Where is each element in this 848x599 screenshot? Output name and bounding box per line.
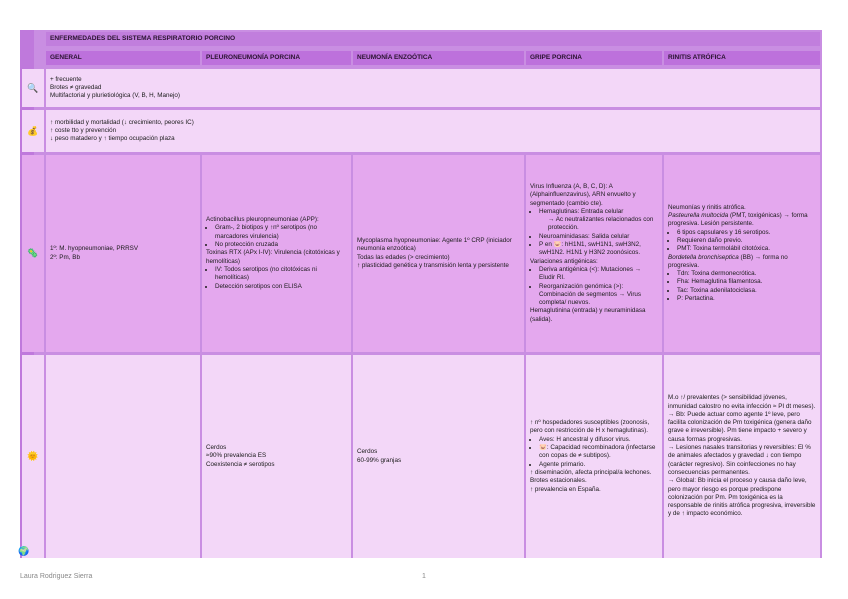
- row4-general: [46, 355, 200, 558]
- list-item: • Requieren daño previo.: [677, 237, 816, 245]
- row3-rinitis-atrofica: [664, 155, 820, 352]
- list-item: • Reorganización genómica (>): Combinación de segmentos → Virus completa/ nuevos.: [539, 283, 658, 308]
- gripe-epi-line: Brotes estacionales.: [530, 477, 587, 485]
- rinitis-intro: Neumonías y rinitis atrófica.: [668, 203, 746, 211]
- list-item: • Agente primario.: [539, 461, 658, 469]
- gripe-bullet: Hemaglutinas: Entrada celular: [539, 207, 624, 215]
- enzootica-epi-line: Cerdos: [357, 448, 378, 456]
- rinitis-list-2: [668, 270, 816, 303]
- list-item: • Aves: H ancestral y difusor virus.: [539, 436, 658, 444]
- respiratory-disease-table: [20, 30, 822, 558]
- list-item: • Neuroaminidasas: Salida celular: [539, 233, 658, 241]
- row3-general-line: 2º: Pm, Bb: [50, 253, 80, 261]
- gripe-list-2: [530, 266, 658, 307]
- pleuro-toxins: Toxinas RTX (APx I-IV): Virulencia (citotóxicas y hemolíticas): [206, 249, 340, 265]
- list-item: • 🐷: Capacidad recombinadora (infectarse con copas de ≠ subtipos).: [539, 444, 658, 461]
- rinitis-pm: [668, 212, 816, 229]
- footer-page-number: 1: [422, 573, 426, 580]
- pm-label: Pasteurella multocida: [668, 212, 729, 220]
- row1-general: [46, 69, 820, 107]
- rinitis-epi-para: M.o ↑/ prevalentes (> sensibilidad jóvenes, inmunidad calostro no evita infección ≈ PI dt meses).: [668, 394, 816, 410]
- gripe-epi-intro: ↑ nº hospedadores susceptibles (zoonosis, pero con restricción de H x hemaglutinas).: [530, 419, 650, 435]
- pleuro-list-2: [206, 266, 347, 291]
- list-item: • P en 🐷: hH1N1, swH1N1, swH3N2, swH1N2. H1N1 y H3N2 zoonósicos.: [539, 241, 658, 258]
- row2-line: ↓ peso matadero y ↑ tiempo ocupación plaza: [50, 135, 175, 143]
- header-gripe-porcina: GRIPE PORCINA: [526, 51, 662, 65]
- list-item: • Deriva antigénica (<): Mutaciones → Eludir RI.: [539, 266, 658, 283]
- pleuro-epi-line: Coexistencia ≠ serotipos: [206, 460, 275, 468]
- row1-icon-cell: [22, 69, 44, 107]
- footer-author: Laura Rodriguez Sierra: [20, 573, 93, 580]
- list-item: • PMT: Toxina termolábil citotóxica.: [677, 245, 816, 253]
- enzootica-epi-line: 60-99% granjas: [357, 456, 402, 464]
- magnifier-icon: 🔍: [27, 82, 39, 93]
- gripe-epi-line: ↑ prevalencia en España.: [530, 485, 601, 493]
- pleuro-epi-line: ≈90% prevalencia ES: [206, 452, 267, 460]
- row3-general: [46, 155, 200, 352]
- list-item: • IV: Todos serotipos (no citotóxicas ni hemolíticas): [215, 266, 347, 283]
- gripe-epi-outro: [530, 469, 658, 494]
- row4-icon-cell: [22, 355, 44, 558]
- globe-icon: 🌍: [18, 546, 30, 556]
- list-item: • Detección serotipos con ELISA: [215, 283, 347, 291]
- row4-rinitis-atrofica: [664, 355, 820, 558]
- gripe-list-1: [530, 208, 658, 258]
- pleuro-list-1: [206, 224, 347, 249]
- pleuro-intro: Actinobacillus pleuropneumoniae (APP):: [206, 216, 319, 224]
- rinitis-epi-para: → Global: Bb inicia el proceso y causa daño leve, pero mayor riesgo es porque predispone colonización por Pm. Pm toxigénica es la responsable de rinitis atrófica progresiva, irreversible y de ↑ impacto económico.: [668, 477, 816, 518]
- gripe-outro: Hemaglutinina (entrada) y neuraminidasa (salida).: [530, 307, 646, 323]
- row1-line: + frecuente: [50, 75, 82, 83]
- list-item: • 6 tipos capsulares y 16 serotipos.: [677, 229, 816, 237]
- sun-icon: 🌞: [27, 451, 39, 461]
- list-item: • Gram-, 2 biotipos y ↑nº serotipos (no marcadores virulencia): [215, 224, 347, 241]
- list-item: [539, 208, 658, 233]
- enzootica-line: Todas las edades (> crecimiento): [357, 253, 450, 261]
- rinitis-epi-para: → Lesiones nasales transitorias y reversibles: El % de animales afectados y gravedad ↓ con tiempo (carácter regresivo). Sin coinfecciones no hay consecuencias permanentes.: [668, 444, 811, 476]
- row4-gripe-porcina: [526, 355, 662, 558]
- list-item: • No protección cruzada: [215, 241, 347, 249]
- list-item: • Tdn: Toxina dermonecrótica.: [677, 270, 816, 278]
- row4-neumonia-enzootica: [353, 355, 524, 558]
- row2-icon-cell: [22, 110, 44, 152]
- header-general: GENERAL: [46, 51, 200, 65]
- row3-icon-cell: [22, 155, 44, 352]
- row1-line: Multifactorial y plurietiológica (V, B, H, Manejo): [50, 92, 180, 100]
- header-neumonia-enzootica: NEUMONÍA ENZOÓTICA: [353, 51, 524, 65]
- row4-pleuroneumonia: [202, 355, 351, 558]
- row1-line: Brotes ≠ gravedad: [50, 83, 102, 91]
- pm-text: (PMT, toxigénicas) → forma progresiva. Lesión persistente.: [668, 212, 808, 228]
- table-title: ENFERMEDADES DEL SISTEMA RESPIRATORIO PORCINO: [46, 32, 820, 46]
- list-item: • Fha: Hemaglutina filamentosa.: [677, 278, 816, 286]
- enzootica-line: ↑ plasticidad genética y transmisión lenta y persistente: [357, 261, 509, 269]
- gripe-epi-line: ↑ diseminación, afecta principal/a lechones.: [530, 468, 652, 476]
- row3-neumonia-enzootica: [353, 155, 524, 352]
- list-item: • Tac: Toxina adenilatociclasa.: [677, 287, 816, 295]
- row2-general: [46, 110, 820, 152]
- microbe-icon: 🦠: [27, 248, 39, 258]
- gripe-intro: Virus Influenza (A, B, C, D): A (Alphainfluenzavirus), ARN envuelto y segmentado (cambio cte).: [530, 182, 636, 207]
- rinitis-list-1: [668, 229, 816, 254]
- enzootica-line: Mycoplasma hyopneumoniae: Agente 1º CRP (iniciador neumonía enzoótica): [357, 236, 512, 253]
- gripe-epi-list: [530, 436, 658, 469]
- bb-label: Bordetella bronchiseptica: [668, 253, 739, 261]
- list-item: • P: Pertactina.: [677, 295, 816, 303]
- row3-general-line: 1º: M. hyopneumoniae, PRRSV: [50, 245, 139, 253]
- header-rinitis-atrofica: RINITIS ATRÓFICA: [664, 51, 820, 65]
- gripe-subnote: → Ac neutralizantes relacionados con protección.: [548, 216, 654, 232]
- pleuro-epi-line: Cerdos: [206, 444, 227, 452]
- row3-pleuroneumonia: [202, 155, 351, 352]
- row2-line: ↑ morbilidad y mortalidad (↓ crecimiento, peores IC): [50, 118, 194, 126]
- rinitis-bb: [668, 254, 816, 271]
- rinitis-epi-para: → Bb: Puede actuar como agente 1º leve, pero facilita colonización de Pm toxigénica (genera daño grave e irreversible). Pm tiene impacto + severo y causa formas progresivas.: [668, 410, 812, 443]
- row3-gripe-porcina: [526, 155, 662, 352]
- row2-line: ↑ coste tto y prevención: [50, 126, 117, 134]
- bb-text: (BB) → forma no progresiva.: [668, 253, 788, 269]
- money-bag-icon: 💰: [27, 125, 39, 136]
- gripe-variaciones: Variaciones antigénicas:: [530, 257, 598, 265]
- header-pleuroneumonia: PLEURONEUMONÍA PORCINA: [202, 51, 351, 65]
